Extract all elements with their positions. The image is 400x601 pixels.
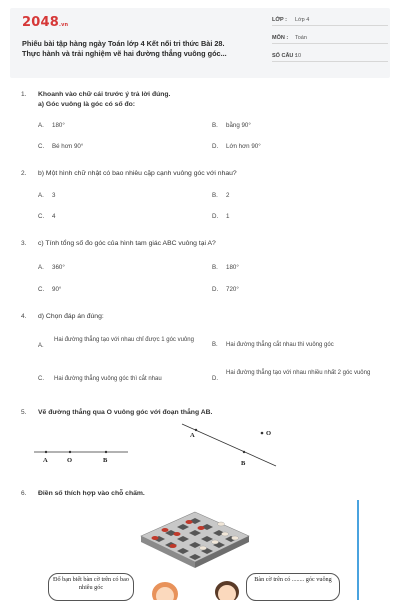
option-d[interactable]: D. 1: [212, 213, 230, 220]
point-o: [69, 451, 71, 453]
option-a[interactable]: Hai đường thẳng tạo với nhau chỉ được 1 góc vuông: [54, 337, 194, 343]
checkerboard-illustration: [140, 510, 250, 572]
option-d[interactable]: D. Lớn hơn 90°: [212, 143, 261, 150]
meta-subject: MÔN : Toán: [272, 34, 388, 44]
label-b: B: [241, 460, 246, 467]
speech-bubble-left: Đố bạn biết bàn cờ trên có bao nhiêu góc: [48, 573, 134, 601]
question-number: 1.: [21, 91, 27, 98]
question-stem: d) Chọn đáp án đúng:: [38, 313, 104, 320]
worksheet-header: [10, 8, 390, 78]
option-a[interactable]: A. 3: [38, 192, 56, 199]
point-a: [45, 451, 47, 453]
option-a[interactable]: A. 360°: [38, 264, 65, 271]
speech-bubble-right: Bàn cờ trên có ........ góc vuông: [246, 573, 340, 601]
girl-avatar-icon: [148, 578, 182, 600]
option-c[interactable]: C. 90°: [38, 286, 62, 293]
option-b-letter[interactable]: B.: [212, 342, 218, 348]
option-d[interactable]: Hai đường thẳng tạo với nhau nhiều nhất 2 góc vuông: [226, 370, 371, 376]
point-b: [105, 451, 107, 453]
option-a[interactable]: A. 180°: [38, 122, 65, 129]
label-o: O: [67, 457, 73, 464]
question-number: 6.: [21, 490, 27, 497]
label-a: A: [43, 457, 48, 464]
option-c[interactable]: C. Bé hơn 90°: [38, 143, 84, 150]
question-number: 2.: [21, 170, 27, 177]
question-stem: a) Góc vuông là góc có số đo:: [38, 101, 136, 108]
meta-question-count: SỐ CÂU : 10: [272, 52, 388, 62]
label-o: O: [266, 430, 272, 437]
question-number: 4.: [21, 313, 27, 320]
option-b[interactable]: B. 180°: [212, 264, 239, 271]
option-c[interactable]: C. 4: [38, 213, 56, 220]
question-number: 5.: [21, 409, 27, 416]
answer-box-border: [357, 500, 359, 600]
option-a-letter[interactable]: A.: [38, 343, 44, 349]
option-d[interactable]: D. 720°: [212, 286, 239, 293]
question-stem: Vẽ đường thẳng qua O vuông góc với đoạn thẳng AB.: [38, 409, 213, 416]
question-stem: c) Tính tổng số đo góc của hình tam giác ABC vuông tại A?: [38, 240, 216, 247]
site-logo[interactable]: 2048.vn: [22, 15, 69, 30]
meta-class: LỚP : Lớp 4: [272, 16, 388, 26]
point-o: [261, 432, 264, 435]
worksheet-title: Phiếu bài tập hàng ngày Toán lớp 4 Kết nối tri thức Bài 28. Thực hành và trải nghiệm vẽ hai đường thẳng vuông góc...: [22, 39, 227, 58]
option-c[interactable]: Hai đường thẳng vuông góc thì cắt nhau: [54, 376, 162, 382]
question-stem: Điền số thích hợp vào chỗ chấm.: [38, 490, 145, 497]
question-stem: b) Một hình chữ nhật có bao nhiêu cặp cạnh vuông góc với nhau?: [38, 170, 237, 177]
option-d-letter[interactable]: D.: [212, 376, 218, 382]
point-a: [195, 429, 197, 431]
boy-avatar-icon: [210, 576, 244, 600]
option-c-letter[interactable]: C.: [38, 376, 44, 382]
point-b: [243, 451, 245, 453]
figure-diagonal-segment: [180, 422, 280, 472]
question-instruction: Khoanh vào chữ cái trước ý trả lời đúng.: [38, 91, 171, 98]
option-b[interactable]: Hai đường thẳng cắt nhau thì vuông góc: [226, 342, 334, 348]
option-b[interactable]: B. bằng 90°: [212, 122, 251, 129]
figure-horizontal-segment: [30, 440, 140, 468]
label-b: B: [103, 457, 108, 464]
question-number: 3.: [21, 240, 27, 247]
label-a: A: [190, 432, 195, 439]
option-b[interactable]: B. 2: [212, 192, 230, 199]
